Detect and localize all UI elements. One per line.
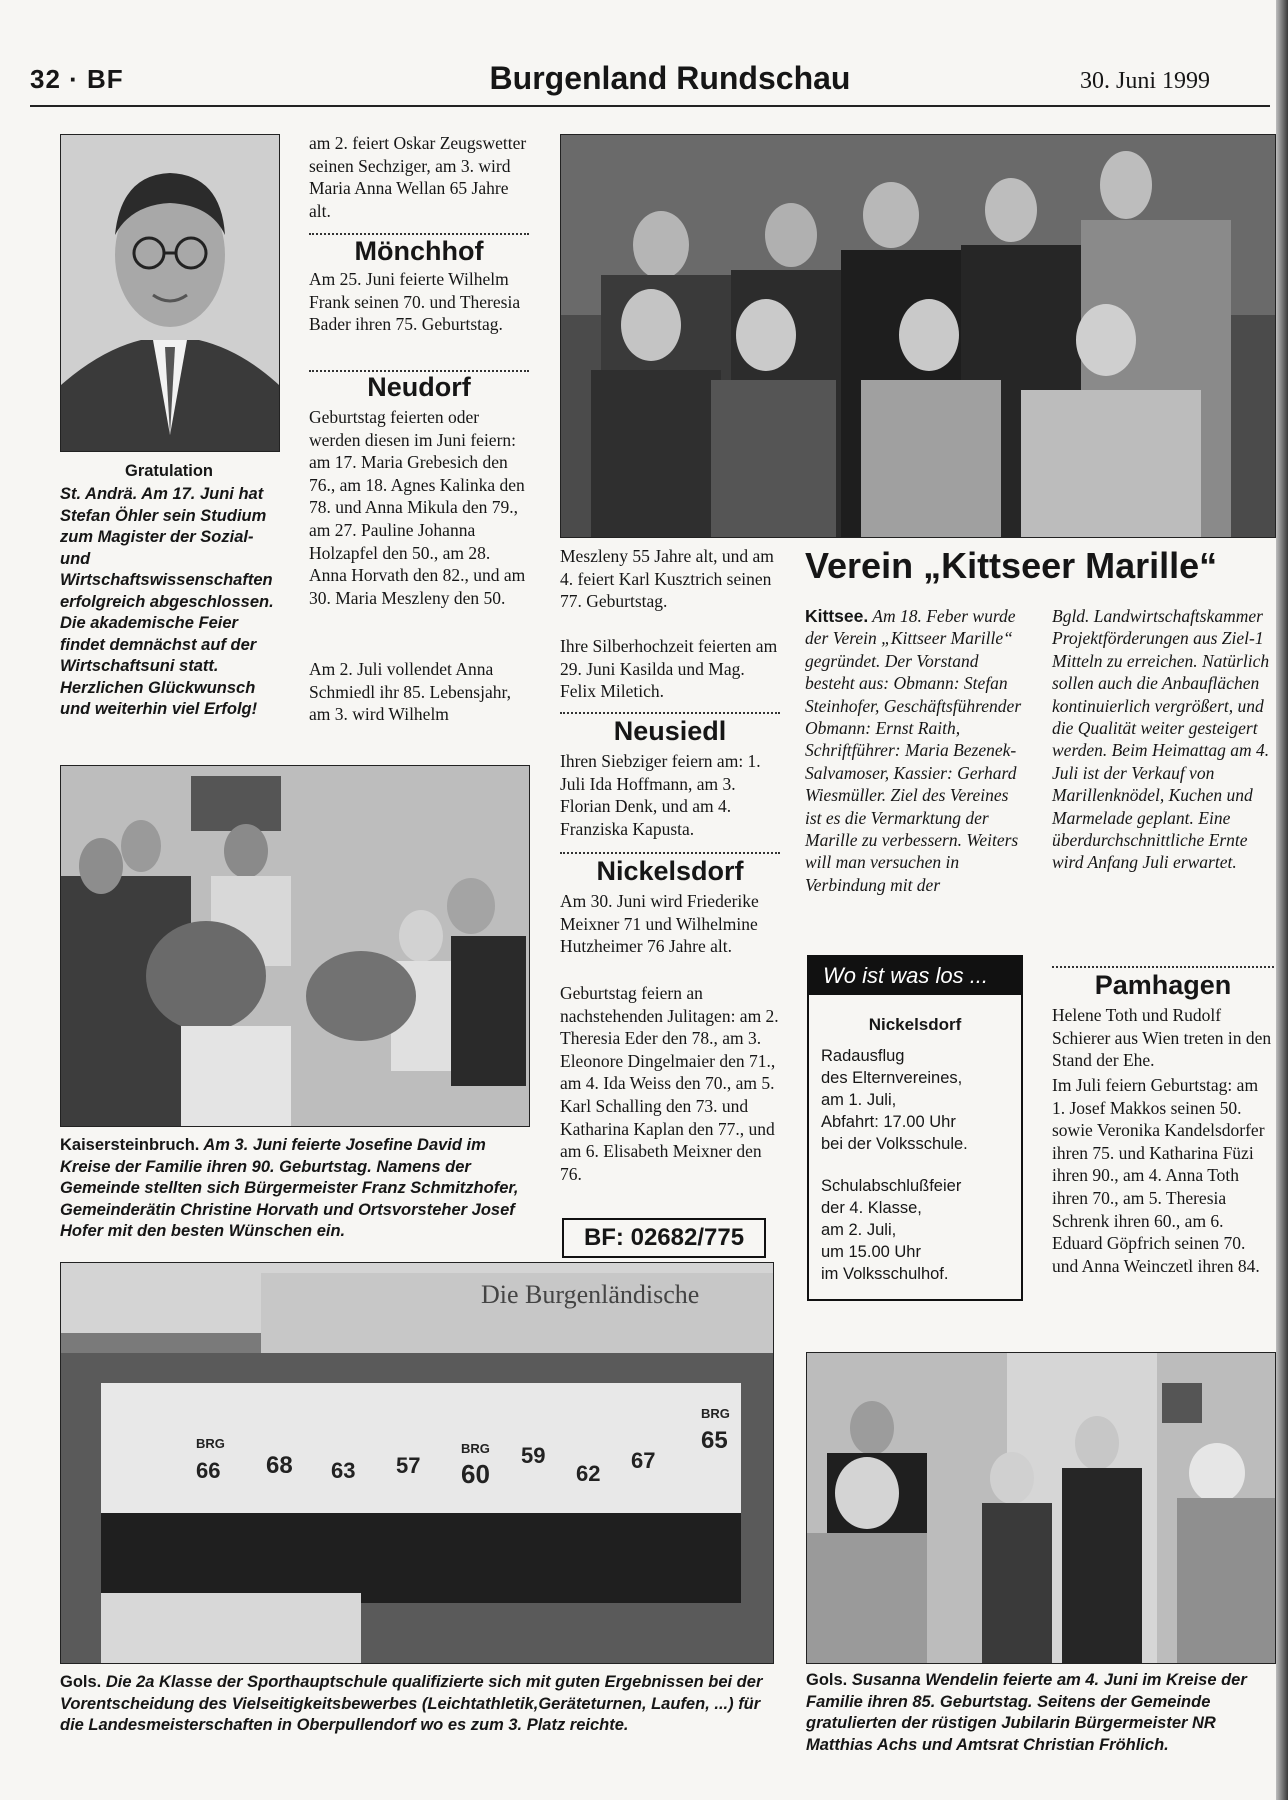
col3-intro: Meszleny 55 Jahre alt, und am 4. feiert Karl Kusztrich seinen 77. Geburtstag. bbox=[560, 546, 774, 612]
banner-text: Die Burgenländische bbox=[481, 1280, 700, 1309]
event-line: am 1. Juli, bbox=[821, 1091, 897, 1109]
events-box bbox=[807, 955, 1023, 1301]
neusiedl-heading: Neusiedl bbox=[613, 716, 727, 746]
moenchhof-text: Am 25. Juni feierte Wilhelm Frank seinen 70. und Theresia Bader ihren 75. Geburtstag. bbox=[309, 269, 521, 335]
event-line: der 4. Klasse, bbox=[821, 1199, 922, 1217]
nickelsdorf-text-2: Geburtstag feiern an nachstehenden Julitagen: am 2. Theresia Eder den 78., am 3. Eleonore Dingelmaier den 71., am 4. Ida Weiss den 70., am 5. Karl Schalling den 73. und Katharina Kaplan den 77., und am 6. Elisabeth Meixner den 76. bbox=[560, 983, 779, 1184]
events-title: Wo ist was los ... bbox=[809, 957, 1021, 995]
bib-label: BRG bbox=[701, 1406, 730, 1421]
header-rule bbox=[30, 105, 1270, 107]
kaisersteinbruch-photo bbox=[60, 765, 530, 1127]
gratulation-title: Gratulation bbox=[124, 462, 213, 480]
bib-number: 65 bbox=[701, 1427, 728, 1454]
portrait-photo bbox=[60, 134, 280, 452]
event-line: am 2. Juli, bbox=[821, 1221, 897, 1239]
verein-place: Kittsee. bbox=[805, 606, 869, 626]
pamhagen-text-2: Im Juli feiern Geburtstag: am 1. Josef Makkos seinen 50. sowie Veronika Kandelsdorfer ihren 75. und Katharina Füzi ihren 90., am 4. Anna Toth ihren 70., am 5. Theresia Schrenk ihren 60., am 6. Eduard Göpfrich seinen 70. und Anna Weinczetl ihren 84. bbox=[1052, 1075, 1265, 1276]
divider bbox=[560, 852, 780, 854]
pamhagen-heading: Pamhagen bbox=[1094, 970, 1232, 1000]
kaiser-place: Kaisersteinbruch. bbox=[60, 1136, 200, 1154]
event-line: Schulabschlußfeier bbox=[821, 1177, 962, 1195]
bib-number: 68 bbox=[266, 1452, 293, 1479]
gols-drawing bbox=[807, 1353, 1275, 1663]
event-line: im Volksschulhof. bbox=[821, 1265, 949, 1283]
sport-caption bbox=[60, 1672, 772, 1737]
event-radausflug bbox=[809, 1035, 1021, 1155]
divider bbox=[560, 712, 780, 714]
bib-label: BRG bbox=[196, 1436, 225, 1451]
page-edge-shadow bbox=[1276, 0, 1288, 1800]
portrait-drawing bbox=[61, 135, 279, 451]
bib-number: 62 bbox=[576, 1461, 601, 1486]
event-schulabschluss bbox=[809, 1155, 1021, 1285]
event-line: Abfahrt: 17.00 Uhr bbox=[821, 1113, 956, 1131]
col3-silberhochzeit: Ihre Silberhochzeit feierten am 29. Juni Kasilda und Mag. Felix Miletich. bbox=[560, 636, 778, 702]
gols-photo bbox=[806, 1352, 1276, 1664]
pamhagen-text: Helene Toth und Rudolf Schierer aus Wien treten in den Stand der Ehe. bbox=[1052, 1005, 1272, 1071]
col2-intro: am 2. feiert Oskar Zeugswetter seinen Sechziger, am 3. wird Maria Anna Wellan 65 Jahre alt. bbox=[309, 133, 527, 221]
moenchhof-heading: Mönchhof bbox=[354, 236, 484, 266]
event-line: um 15.00 Uhr bbox=[821, 1243, 921, 1261]
bib-label: BRG bbox=[461, 1441, 490, 1456]
issue-date: 30. Juni 1999 bbox=[1080, 68, 1211, 94]
gols-caption bbox=[806, 1670, 1276, 1756]
group-photo bbox=[560, 134, 1276, 538]
bib-number: 63 bbox=[331, 1458, 356, 1483]
neudorf-heading: Neudorf bbox=[367, 372, 471, 402]
page-number: 32 · BF bbox=[30, 64, 124, 94]
bib-number: 57 bbox=[396, 1453, 421, 1478]
neusiedl-text: Ihren Siebziger feiern am: 1. Juli Ida Hoffmann, am 3. Florian Denk, und am 4. Franziska Kapusta. bbox=[560, 751, 761, 839]
newspaper-title: Burgenland Rundschau bbox=[489, 60, 851, 96]
kaisersteinbruch-caption bbox=[60, 1135, 530, 1243]
sport-photo bbox=[60, 1262, 774, 1664]
verein-headline: Verein „Kittseer Marille“ bbox=[805, 545, 1218, 586]
sport-caption-text: Die 2a Klasse der Sporthauptschule qualifizierte sich mit guten Ergebnissen bei der Vorentscheidung des Vielseitigkeitsbewerbes (Leichtathletik,Geräteturnen, Laufen, ...) für die Landesmeisterschaften in Oberpullendorf wo es zum 3. Platz reichte. bbox=[60, 1673, 763, 1734]
verein-body-1: Am 18. Feber wurde der Verein „Kittseer Marille“ gegründet. Der Vorstand besteht aus: Obmann: Stefan Steinhofer, Geschäftsführender Obmann: Ernst Raith, Schriftführer: Maria Bezenek-Salvamoser, Kassier: Gerhard Wiesmüller. Ziel des Vereines ist es die Vermarktung der Marille zu verbessern. Weiters will man versuchen in Verbindung mit der bbox=[805, 606, 1022, 895]
bib-number: 60 bbox=[461, 1459, 490, 1489]
event-line: Radausflug bbox=[821, 1047, 905, 1065]
divider bbox=[1052, 966, 1274, 968]
group-drawing bbox=[561, 135, 1275, 537]
event-line: bei der Volksschule. bbox=[821, 1135, 968, 1153]
neudorf-text: Geburtstag feierten oder werden diesen im Juni feiern: am 17. Maria Grebesich den 76., am 18. Agnes Kalinka den 78. und Anna Mikula den 79., am 27. Pauline Johanna Holzapfel den 50., am 28. Anna Horvath den 82., und am 30. Maria Meszleny den 50. bbox=[309, 407, 526, 608]
events-place: Nickelsdorf bbox=[868, 1015, 962, 1034]
nickelsdorf-text: Am 30. Juni wird Friederike Meixner 71 und Wilhelmine Hutzheimer 76 Jahre alt. bbox=[560, 891, 759, 957]
gols-place: Gols. bbox=[806, 1671, 848, 1689]
kaiser-drawing bbox=[61, 766, 529, 1126]
nickelsdorf-heading: Nickelsdorf bbox=[596, 856, 744, 886]
verein-text-right: Bgld. Landwirtschaftskammer Projektförderungen aus Ziel-1 Mitteln zu erreichen. Natürlich sollen auch die Anbauflächen kontinuierlich vergrößert, und die Qualität weiter gesteigert werden. Beim Heimattag am 4. Juli ist der Verkauf von Marillenknödel, Kuchen und Marmelade geplant. Eine überdurchschnittliche Ernte wird Anfang Juli erwartet. bbox=[1052, 606, 1270, 873]
sport-drawing bbox=[61, 1263, 773, 1663]
divider bbox=[309, 233, 529, 235]
bib-number: 66 bbox=[196, 1458, 221, 1483]
sport-place: Gols. bbox=[60, 1673, 102, 1691]
verein-text-left bbox=[805, 605, 1023, 896]
neudorf-text-2: Am 2. Juli vollendet Anna Schmiedl ihr 85. Lebensjahr, am 3. wird Wilhelm bbox=[309, 659, 511, 725]
bib-number: 59 bbox=[521, 1443, 546, 1468]
gratulation-text: St. Andrä. Am 17. Juni hat Stefan Öhler sein Studium zum Magister der Sozial- und Wirtschaftswissenschaften erfolgreich abgeschlossen. Die akademische Feier findet demnächst auf der Wirtschaftsuni statt. Herzlichen Glückwunsch und weiterhin viel Erfolg! bbox=[60, 485, 274, 718]
bf-phone-box: BF: 02682/775 bbox=[562, 1218, 766, 1258]
kaiser-caption-text: Am 3. Juni feierte Josefine David im Kreise der Familie ihren 90. Geburtstag. Namens der Gemeinde stellten sich Bürgermeister Franz Schmitzhofer, Gemeinderätin Christine Horvath und Ortsvorsteher Josef Hofer mit den besten Wünschen ein. bbox=[60, 1136, 519, 1240]
bib-number: 67 bbox=[631, 1448, 656, 1473]
event-line: des Elternvereines, bbox=[821, 1069, 963, 1087]
gols-caption-text: Susanna Wendelin feierte am 4. Juni im Kreise der Familie ihren 85. Geburtstag. Seitens der Gemeinde gratulierten der rüstigen Jubilarin Bürgermeister NR Matthias Achs und Amtsrat Christian Fröhlich. bbox=[806, 1671, 1247, 1754]
